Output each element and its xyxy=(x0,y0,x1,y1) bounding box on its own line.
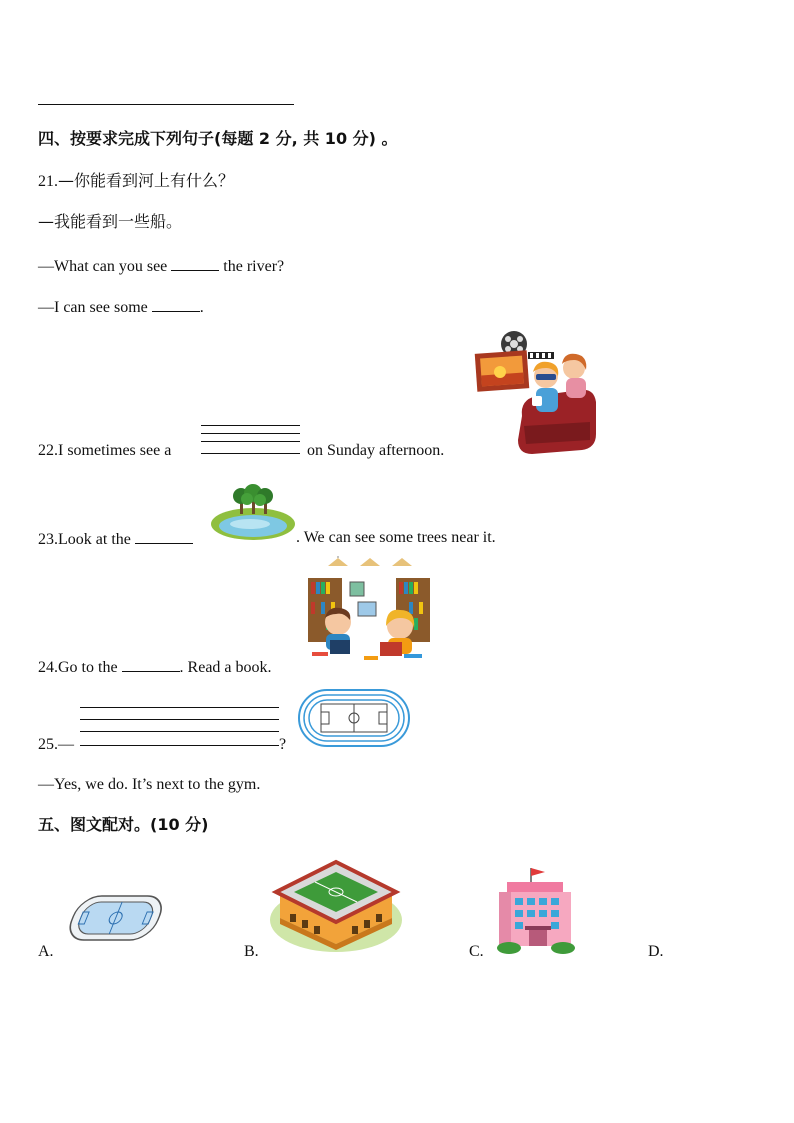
option-b-label: B. xyxy=(244,943,259,960)
q22-writing-line-1[interactable] xyxy=(201,425,300,426)
q22-writing-line-4[interactable] xyxy=(201,453,300,454)
question-21-number: 21. xyxy=(38,173,58,190)
question-24 xyxy=(38,656,272,678)
q21-answer-blank-2[interactable] xyxy=(152,296,200,312)
q25-writing-line-1[interactable] xyxy=(80,707,279,708)
q23-answer-blank[interactable] xyxy=(135,528,193,544)
q22-writing-line-3[interactable] xyxy=(201,441,300,442)
cinema-picture-icon xyxy=(470,330,600,458)
stadium-icon xyxy=(268,854,404,958)
question-22-after: on Sunday afternoon. xyxy=(307,442,445,459)
playground-track-icon xyxy=(297,688,411,748)
question-25-end: ? xyxy=(279,736,287,753)
q21-answer-period: . xyxy=(199,299,204,316)
question-21-chinese-answer: —我能看到一些船。 xyxy=(38,212,183,231)
option-d-label: D. xyxy=(648,943,664,960)
ice-rink-icon xyxy=(64,890,170,948)
q24-answer-blank[interactable] xyxy=(122,656,180,672)
q24-text-before: 24.Go to the xyxy=(38,659,118,676)
q25-writing-line-2[interactable] xyxy=(80,719,279,720)
question-21-cn-question: —你能看到河上有什么？ xyxy=(58,171,235,190)
q21-text-after: the river? xyxy=(223,258,285,275)
option-c-label: C. xyxy=(469,943,484,960)
q24-text-after: . Read a book. xyxy=(179,659,272,676)
q22-writing-line-2[interactable] xyxy=(201,433,300,434)
question-25-answer: —Yes, we do. It’s next to the gym. xyxy=(38,776,261,793)
library-picture-icon xyxy=(304,556,434,672)
option-a-label: A. xyxy=(38,943,54,960)
q21-answer-before: —I can see some xyxy=(38,299,148,316)
question-23-before xyxy=(38,528,193,550)
question-21-english-answer xyxy=(38,296,204,318)
question-22-before: 22.I sometimes see a xyxy=(38,442,172,459)
question-21-english-question xyxy=(38,255,284,277)
q25-writing-line-4[interactable] xyxy=(80,745,279,746)
question-23-after: . We can see some trees near it. xyxy=(296,529,496,546)
q25-writing-line-3[interactable] xyxy=(80,731,279,732)
question-21-chinese-question xyxy=(38,171,234,192)
q23-text-before: 23.Look at the xyxy=(38,531,131,548)
section-5-heading: 五、图文配对。(10 分) xyxy=(38,815,209,834)
q21-text-before: —What can you see xyxy=(38,258,168,275)
question-25-number: 25.— xyxy=(38,736,74,753)
section-4-heading: 四、按要求完成下列句子(每题 2 分, 共 10 分) 。 xyxy=(38,129,398,148)
lake-picture-icon xyxy=(210,484,296,542)
top-rule xyxy=(38,104,294,105)
q21-answer-blank-1[interactable] xyxy=(171,255,219,271)
hospital-building-icon xyxy=(497,866,579,954)
